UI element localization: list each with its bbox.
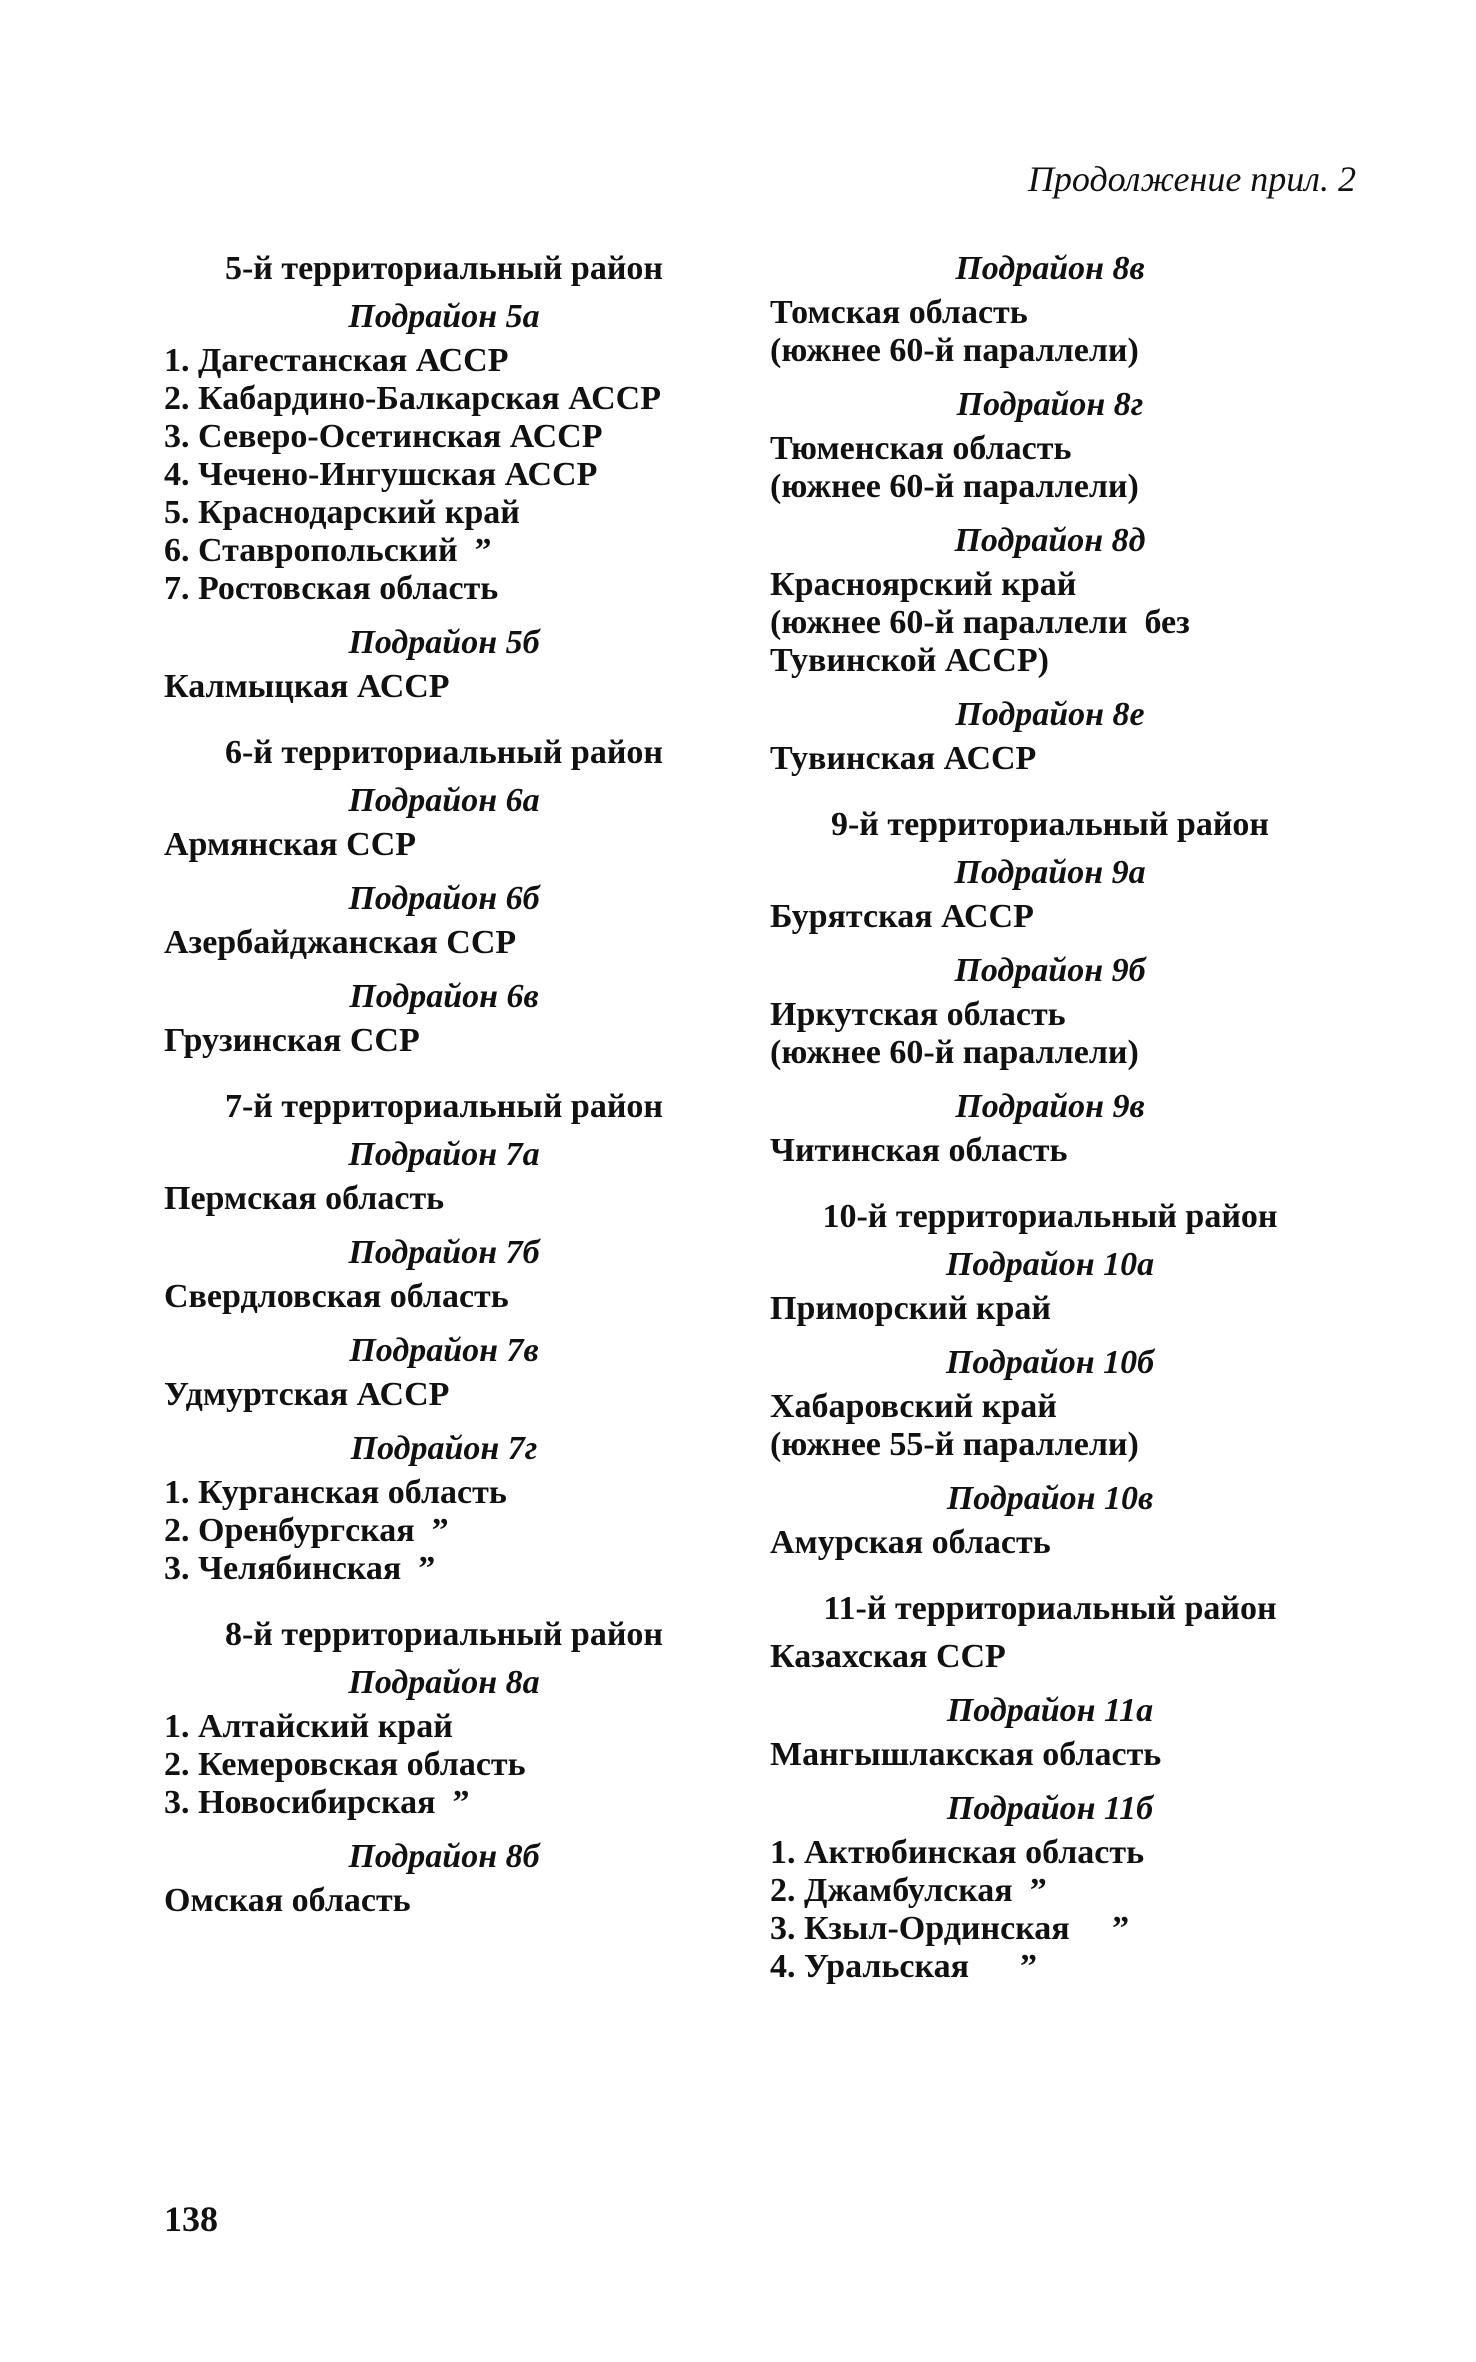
entry-line: 3. Челябинская ” — [164, 1550, 436, 1587]
entry-block — [164, 1278, 724, 1316]
entry-line: Бурятская АССР — [770, 898, 1034, 935]
subregion-heading: Подрайон 10в — [946, 1480, 1154, 1517]
entry-line: 5. Краснодарский край — [164, 494, 520, 531]
entry-line: Приморский край — [770, 1290, 1052, 1327]
page-header: Продолжение прил. 2 — [1027, 159, 1356, 199]
entry-line: 2. Кемеровская область — [164, 1746, 526, 1783]
entry-block — [770, 1132, 1330, 1170]
entry-line: Хабаровский край — [770, 1388, 1057, 1425]
entry-line: (южнее 60-й параллели) — [770, 332, 1139, 369]
entry-line: Пермская область — [164, 1180, 445, 1217]
region-heading: 6-й территориальный район — [224, 734, 664, 771]
subregion-heading: Подрайон 10б — [945, 1344, 1155, 1381]
entry-line: 1. Актюбинская область — [770, 1834, 1145, 1871]
subregion-heading: Подрайон 6в — [349, 978, 539, 1015]
entry-line: 6. Ставропольский ” — [164, 532, 492, 569]
entry-line: Красноярский край — [770, 566, 1077, 603]
entry-block — [164, 1376, 724, 1414]
subregion-heading: Подрайон 7г — [350, 1430, 538, 1467]
entry-block — [770, 1388, 1330, 1464]
subregion-heading: Подрайон 7б — [348, 1234, 540, 1271]
entry-line: Удмуртская АССР — [164, 1376, 450, 1413]
entry-block — [770, 1736, 1330, 1774]
entry-block — [770, 294, 1330, 370]
subregion-heading: Подрайон 7а — [348, 1136, 540, 1173]
entry-block — [164, 1708, 724, 1822]
entry-line: Омская область — [164, 1882, 411, 1919]
entry-line: Читинская область — [770, 1132, 1068, 1169]
entry-line: 2. Оренбургская ” — [164, 1512, 449, 1549]
entry-block — [164, 1180, 724, 1218]
subregion-heading: Подрайон 8а — [348, 1664, 540, 1701]
entry-block — [770, 996, 1330, 1072]
entry-block — [770, 898, 1330, 936]
entry-line: 3. Новосибирская ” — [164, 1784, 470, 1821]
entry-line: 1. Алтайский край — [164, 1708, 453, 1745]
region-heading: 9-й территориальный район — [830, 806, 1270, 843]
subregion-heading: Подрайон 6а — [348, 782, 540, 819]
subregion-heading: Подрайон 8е — [955, 696, 1145, 733]
entry-line: Азербайджанская ССР — [164, 924, 517, 961]
entry-line: 1. Дагестанская АССР — [164, 342, 509, 379]
region-heading: 10-й территориальный район — [822, 1198, 1278, 1235]
entry-line: 7. Ростовская область — [164, 570, 499, 607]
entry-block — [164, 1022, 724, 1060]
subregion-heading: Подрайон 8г — [956, 386, 1144, 423]
subregion-heading: Подрайон 11б — [946, 1790, 1154, 1827]
entry-block — [164, 668, 724, 706]
subregion-heading: Подрайон 7в — [349, 1332, 539, 1369]
entry-line: Свердловская область — [164, 1278, 509, 1315]
entry-line: Казахская ССР — [770, 1638, 1006, 1675]
entry-line: (южнее 55-й параллели) — [770, 1426, 1139, 1463]
entry-line: Тюменская область — [770, 430, 1072, 467]
subregion-heading: Подрайон 9в — [955, 1088, 1145, 1125]
subregion-heading: Подрайон 9б — [954, 952, 1146, 989]
subregion-heading: Подрайон 10а — [945, 1246, 1155, 1283]
entry-block — [164, 1474, 724, 1588]
entry-block — [164, 924, 724, 962]
region-heading: 7-й территориальный район — [224, 1088, 664, 1125]
entry-line: 3. Северо-Осетинская АССР — [164, 418, 603, 455]
entry-line: Мангышлакская область — [770, 1736, 1162, 1773]
entry-block — [770, 1524, 1330, 1562]
entry-line: Армянская ССР — [164, 826, 417, 863]
entry-block — [164, 826, 724, 864]
left-column — [164, 250, 724, 1920]
subregion-heading: Подрайон 5а — [348, 298, 540, 335]
entry-line: 2. Кабардино-Балкарская АССР — [164, 380, 662, 417]
entry-block — [770, 1834, 1330, 1986]
entry-line: Тувинской АССР) — [770, 642, 1049, 679]
entry-block — [770, 1638, 1330, 1676]
entry-block — [770, 430, 1330, 506]
subregion-heading: Подрайон 8б — [348, 1838, 540, 1875]
region-heading: 5-й территориальный район — [224, 250, 664, 287]
entry-line: 4. Уральская ” — [770, 1948, 1037, 1985]
entry-line: 3. Кзыл-Ординская ” — [770, 1910, 1130, 1947]
entry-line: Томская область — [770, 294, 1028, 331]
entry-line: (южнее 60-й параллели без — [770, 604, 1190, 641]
region-heading: 8-й территориальный район — [224, 1616, 664, 1653]
entry-line: (южнее 60-й параллели) — [770, 1034, 1139, 1071]
entry-block — [770, 566, 1330, 680]
subregion-heading: Подрайон 5б — [348, 624, 540, 661]
entry-line: 4. Чечено-Ингушская АССР — [164, 456, 598, 493]
page-number: 138 — [164, 2199, 218, 2239]
subregion-heading: Подрайон 8д — [954, 522, 1146, 559]
region-heading: 11-й территориальный район — [823, 1590, 1277, 1627]
entry-line: Иркутская область — [770, 996, 1066, 1033]
entry-block — [164, 1882, 724, 1920]
entry-line: 2. Джамбулская ” — [770, 1872, 1047, 1909]
entry-line: Грузинская ССР — [164, 1022, 420, 1059]
subregion-heading: Подрайон 6б — [348, 880, 540, 917]
entry-block — [770, 1290, 1330, 1328]
subregion-heading: Подрайон 11а — [946, 1692, 1154, 1729]
entry-line: Тувинская АССР — [770, 740, 1037, 777]
entry-block — [164, 342, 724, 608]
entry-line: 1. Курганская область — [164, 1474, 507, 1511]
entry-block — [770, 740, 1330, 778]
entry-line: (южнее 60-й параллели) — [770, 468, 1139, 505]
entry-line: Амурская область — [770, 1524, 1051, 1561]
right-column — [770, 250, 1330, 1986]
entry-line: Калмыцкая АССР — [164, 668, 450, 705]
subregion-heading: Подрайон 8в — [955, 250, 1145, 287]
subregion-heading: Подрайон 9а — [954, 854, 1146, 891]
